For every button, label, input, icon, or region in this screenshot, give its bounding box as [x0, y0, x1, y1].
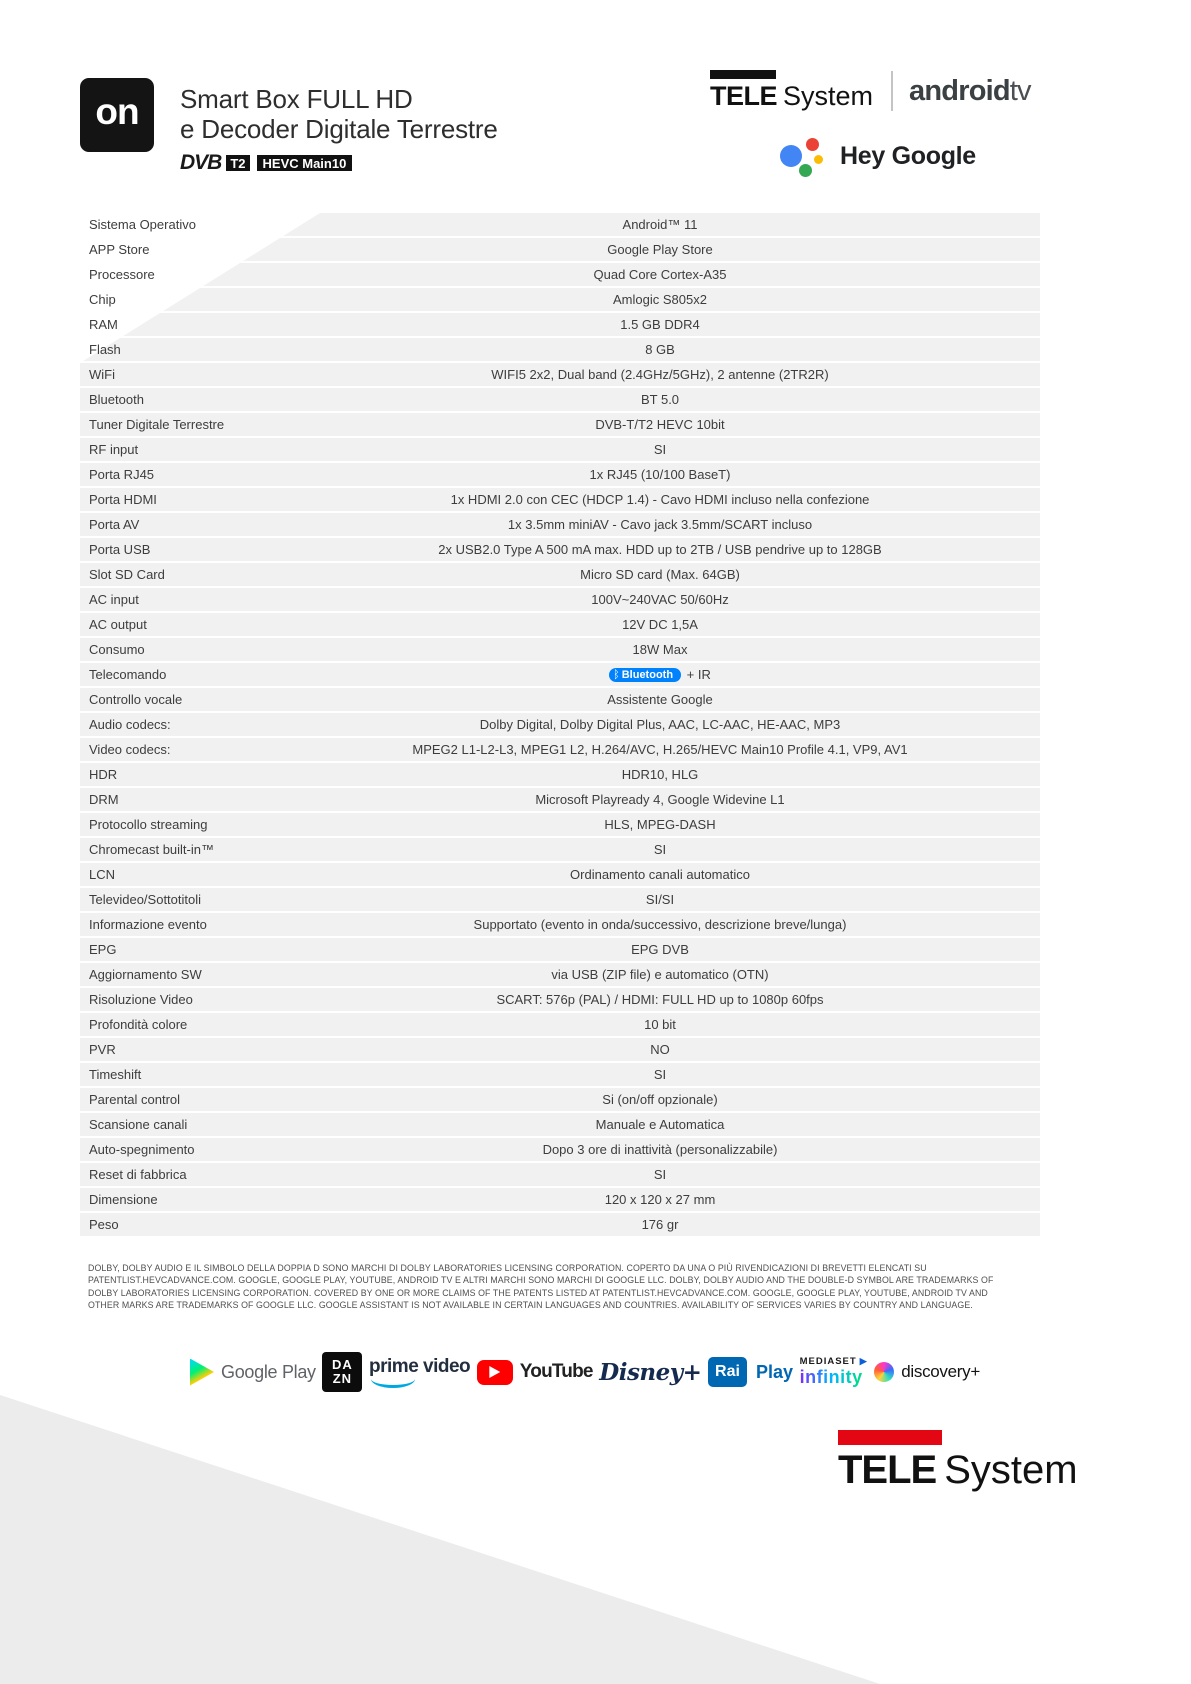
- dvb-t2-badge: T2: [226, 155, 249, 171]
- telesystem-footer-tele-text: TELE: [838, 1448, 937, 1492]
- legal-text: DOLBY, DOLBY AUDIO E IL SIMBOLO DELLA DOPPIA D SONO MARCHI DI DOLBY LABORATORIES LICENSING CORPORATION. COPERTO DA UNA O PIÙ RIVENDICAZIONI DI BREVETTI ELENCATI SU PATENTLIST.HEVCADVANCE.COM. GOOGLE, GOOGLE PLAY, YOUTUBE, ANDROID TV E ALTRI MARCHI SONO MARCHI DI GOOGLE LLC. DOLBY, DOLBY AUDIO AND THE DOUBLE-D SYMBOL ARE TRADEMARKS OF DOLBY LABORATORIES LICENSING CORPORATION. COVERED BY ONE OR MORE CLAIMS OF THE PATENTS LISTED AT PATENTLIST.HEVCADVANCE.COM. GOOGLE, GOOGLE PLAY, YOUTUBE, ANDROID TV AND OTHER MARKS ARE TRADEMARKS OF GOOGLE LLC. GOOGLE ASSISTANT IS NOT AVAILABLE IN CERTAIN LANGUAGES AND COUNTRIES. AVAILABILITY OF SERVICES VARIES BY COUNTRY AND LANGUAGE.: [88, 1263, 994, 1311]
- app-logos-row: [190, 1340, 980, 1404]
- spec-label: HDR: [89, 767, 118, 782]
- spec-value: Quad Core Cortex-A35: [593, 267, 727, 282]
- spec-row: [80, 1213, 1040, 1238]
- title-block: [180, 84, 498, 175]
- infinity-label: infinity: [799, 1367, 863, 1387]
- page-title-line2: e Decoder Digitale Terrestre: [180, 114, 498, 144]
- spec-row: [80, 588, 1040, 613]
- spec-value: 10 bit: [644, 1017, 676, 1032]
- spec-row: [80, 513, 1040, 538]
- assistant-yellow-dot-icon: [814, 155, 823, 164]
- spec-row: [80, 1088, 1040, 1113]
- youtube-play-icon: [477, 1360, 513, 1385]
- spec-label: Tuner Digitale Terrestre: [89, 417, 225, 432]
- spec-label: Audio codecs:: [89, 717, 171, 732]
- hevc-main10-badge: HEVC Main10: [257, 155, 353, 171]
- spec-label: Slot SD Card: [89, 567, 165, 582]
- mediaset-play-icon: ▶: [859, 1356, 868, 1366]
- spec-row: [80, 713, 1040, 738]
- spec-value: HDR10, HLG: [621, 767, 699, 782]
- spec-value: Dopo 3 ore di inattività (personalizzabile): [542, 1142, 778, 1157]
- spec-row: [80, 688, 1040, 713]
- standards-badges: [180, 151, 498, 175]
- spec-value: BT 5.0: [640, 392, 680, 407]
- mediaset-label: MEDIASET: [799, 1356, 857, 1367]
- youtube-label: YouTube: [519, 1361, 593, 1382]
- spec-value: Microsoft Playready 4, Google Widevine L1: [535, 792, 785, 807]
- google-play-icon: [190, 1359, 214, 1386]
- spec-row: [80, 913, 1040, 938]
- discovery-globe-icon: [874, 1362, 894, 1382]
- spec-label: LCN: [89, 867, 116, 882]
- google-assistant-icon: [780, 134, 826, 178]
- spec-value: Supportato (evento in onda/successivo, descrizione breve/lunga): [473, 917, 847, 932]
- spec-value: 1.5 GB DDR4: [620, 317, 700, 332]
- spec-row: [80, 988, 1040, 1013]
- spec-row: [80, 938, 1040, 963]
- telesystem-black-bar: [710, 70, 776, 79]
- spec-value: DVB-T/T2 HEVC 10bit: [595, 417, 725, 432]
- spec-label: AC input: [89, 592, 139, 607]
- spec-label: EPG: [89, 942, 117, 957]
- spec-row: [80, 863, 1040, 888]
- spec-label: RAM: [89, 317, 118, 332]
- youtube-triangle-icon: [489, 1366, 500, 1378]
- spec-value: 18W Max: [632, 642, 688, 657]
- spec-row: [80, 1138, 1040, 1163]
- disney-plus-logo: [599, 1359, 701, 1386]
- spec-value: Amlogic S805x2: [613, 292, 707, 307]
- spec-row: [80, 763, 1040, 788]
- spec-value: Dolby Digital, Dolby Digital Plus, AAC, LC-AAC, HE-AAC, MP3: [479, 717, 841, 732]
- spec-value: ᛒ Bluetooth + IR: [280, 667, 1040, 683]
- spec-value: SI: [653, 1167, 667, 1182]
- spec-value: Ordinamento canali automatico: [570, 867, 750, 882]
- youtube-logo: [477, 1360, 593, 1385]
- spec-label: Bluetooth: [89, 392, 144, 407]
- spec-label: Telecomando: [89, 667, 167, 682]
- prime-video-label: prime video: [369, 1356, 471, 1377]
- spec-value: NO: [650, 1042, 670, 1057]
- spec-row: [80, 663, 1040, 688]
- spec-row: [80, 438, 1040, 463]
- spec-row: [80, 1163, 1040, 1188]
- spec-value: Manuale e Automatica: [595, 1117, 725, 1132]
- spec-label: Porta RJ45: [89, 467, 155, 482]
- bluetooth-wordmark: Bluetooth: [621, 669, 674, 682]
- spec-row: [80, 413, 1040, 438]
- telesystem-footer-wordmark: [838, 1448, 1078, 1493]
- spec-row: [80, 263, 1040, 288]
- spec-value: 100V~240VAC 50/60Hz: [591, 592, 729, 607]
- brand-divider: [891, 71, 893, 111]
- dazn-line2: ZN: [332, 1371, 353, 1386]
- spec-value: via USB (ZIP file) e automatico (OTN): [551, 967, 769, 982]
- assistant-blue-dot-icon: [780, 145, 802, 167]
- spec-label: Consumo: [89, 642, 145, 657]
- spec-label: AC output: [89, 617, 147, 632]
- dazn-line1: DA: [332, 1357, 353, 1373]
- spec-row: [80, 1113, 1040, 1138]
- telesystem-header-logo: [710, 70, 873, 112]
- spec-label: Aggiornamento SW: [89, 967, 202, 982]
- telesystem-footer-system-text: System: [944, 1448, 1078, 1492]
- spec-row: [80, 788, 1040, 813]
- telesystem-tele-text: TELE: [710, 81, 778, 111]
- spec-label: Processore: [89, 267, 155, 282]
- spec-label: APP Store: [89, 242, 150, 257]
- spec-row: [80, 813, 1040, 838]
- androidtv-logo: [909, 75, 1031, 108]
- spec-value: 1x RJ45 (10/100 BaseT): [589, 467, 731, 482]
- prime-smile-icon: [371, 1379, 415, 1388]
- spec-value: HLS, MPEG-DASH: [604, 817, 716, 832]
- spec-label: Dimensione: [89, 1192, 158, 1207]
- bluetooth-logo: [609, 668, 681, 682]
- hey-google-wordmark: Hey Google: [840, 141, 976, 170]
- spec-row: [80, 463, 1040, 488]
- spec-label: Flash: [89, 342, 121, 357]
- assistant-green-dot-icon: [799, 164, 812, 177]
- spec-row: [80, 1188, 1040, 1213]
- spec-row: [80, 963, 1040, 988]
- spec-value: EPG DVB: [631, 942, 689, 957]
- bluetooth-icon: ᛒ: [613, 669, 620, 682]
- spec-value: Si (on/off opzionale): [602, 1092, 718, 1107]
- spec-label: Informazione evento: [89, 917, 207, 932]
- raiplay-logo: [708, 1357, 793, 1387]
- spec-value: 1x 3.5mm miniAV - Cavo jack 3.5mm/SCART incluso: [507, 517, 813, 532]
- spec-label: WiFi: [89, 367, 115, 382]
- spec-label: Sistema Operativo: [89, 217, 196, 232]
- spec-label: Auto-spegnimento: [89, 1142, 195, 1157]
- telesystem-footer-logo: [838, 1430, 1078, 1493]
- spec-row: [80, 288, 1040, 313]
- spec-row: [80, 363, 1040, 388]
- spec-table: [80, 213, 1040, 1238]
- spec-value: SI: [653, 842, 667, 857]
- discovery-plus-label: discovery+: [901, 1362, 980, 1381]
- mediaset-infinity-logo: [800, 1356, 868, 1388]
- spec-label: Chromecast built-in™: [89, 842, 214, 857]
- spec-value: 176 gr: [641, 1217, 679, 1232]
- spec-label: Chip: [89, 292, 116, 307]
- spec-label: Porta HDMI: [89, 492, 157, 507]
- spec-value: Google Play Store: [607, 242, 713, 257]
- raiplay-label: Play: [755, 1361, 793, 1382]
- page-title-line1: Smart Box FULL HD: [180, 84, 413, 114]
- brand-header: [710, 70, 1031, 112]
- android-text: android: [909, 74, 1010, 107]
- spec-label: Porta AV: [89, 517, 140, 532]
- spec-row: [80, 563, 1040, 588]
- hey-google-block: [780, 134, 976, 178]
- rai-box-icon: Rai: [708, 1357, 747, 1387]
- spec-label: Risoluzione Video: [89, 992, 193, 1007]
- spec-value: 120 x 120 x 27 mm: [604, 1192, 716, 1207]
- spec-value: 8 GB: [645, 342, 675, 357]
- spec-value: MPEG2 L1-L2-L3, MPEG1 L2, H.264/AVC, H.265/HEVC Main10 Profile 4.1, VP9, AV1: [412, 742, 908, 757]
- spec-label: Timeshift: [89, 1067, 142, 1082]
- dazn-box-icon: [322, 1352, 362, 1392]
- spec-label: RF input: [89, 442, 139, 457]
- spec-label: Controllo vocale: [89, 692, 183, 707]
- spec-value: SI/SI: [645, 892, 675, 907]
- spec-label: DRM: [89, 792, 119, 807]
- spec-label: Scansione canali: [89, 1117, 188, 1132]
- google-play-logo: [190, 1359, 316, 1386]
- spec-row: [80, 838, 1040, 863]
- spec-value: WIFI5 2x2, Dual band (2.4GHz/5GHz), 2 antenne (2TR2R): [491, 367, 829, 382]
- spec-row: [80, 538, 1040, 563]
- tv-text: tv: [1009, 74, 1031, 107]
- telesystem-red-bar: [838, 1430, 942, 1445]
- telesystem-system-text: System: [783, 81, 874, 111]
- spec-value: SI: [653, 442, 667, 457]
- diagonal-gray-decoration: [0, 1395, 880, 1684]
- spec-label: Parental control: [89, 1092, 181, 1107]
- spec-value: 1x HDMI 2.0 con CEC (HDCP 1.4) - Cavo HDMI incluso nella confezione: [450, 492, 870, 507]
- spec-label: Porta USB: [89, 542, 151, 557]
- spec-label: Profondità colore: [89, 1017, 188, 1032]
- google-play-label: Google Play: [221, 1361, 316, 1382]
- spec-value: 12V DC 1,5A: [622, 617, 698, 632]
- mediaset-wordmark: [800, 1356, 868, 1367]
- spec-row: [80, 338, 1040, 363]
- assistant-red-dot-icon: [806, 138, 819, 151]
- on-brand-logo: on: [80, 78, 154, 152]
- telesystem-wordmark: [710, 81, 873, 112]
- spec-row: [80, 613, 1040, 638]
- spec-value: SCART: 576p (PAL) / HDMI: FULL HD up to 1080p 60fps: [496, 992, 824, 1007]
- spec-row: [80, 388, 1040, 413]
- spec-row: [80, 313, 1040, 338]
- spec-label: Protocollo streaming: [89, 817, 208, 832]
- spec-label: PVR: [89, 1042, 116, 1057]
- dvb-logo: DVB: [180, 151, 222, 174]
- spec-row: [80, 488, 1040, 513]
- spec-value: 2x USB2.0 Type A 500 mA max. HDD up to 2TB / USB pendrive up to 128GB: [438, 542, 882, 557]
- disney-plus-label: Disney+: [599, 1358, 702, 1386]
- spec-value: Micro SD card (Max. 64GB): [580, 567, 740, 582]
- spec-label: Video codecs:: [89, 742, 171, 757]
- spec-row: [80, 738, 1040, 763]
- prime-video-logo: [369, 1356, 470, 1388]
- spec-label: Televideo/Sottotitoli: [89, 892, 202, 907]
- spec-row: [80, 638, 1040, 663]
- discovery-plus-logo: [874, 1362, 980, 1382]
- spec-value: SI: [653, 1067, 667, 1082]
- spec-row: [80, 1063, 1040, 1088]
- spec-row: [80, 888, 1040, 913]
- spec-row: [80, 1013, 1040, 1038]
- spec-label: Reset di fabbrica: [89, 1167, 187, 1182]
- spec-value: Android™ 11: [622, 217, 698, 232]
- spec-value: Assistente Google: [607, 692, 713, 707]
- spec-label: Peso: [89, 1217, 119, 1232]
- dazn-logo: [322, 1352, 362, 1392]
- spec-row: [80, 1038, 1040, 1063]
